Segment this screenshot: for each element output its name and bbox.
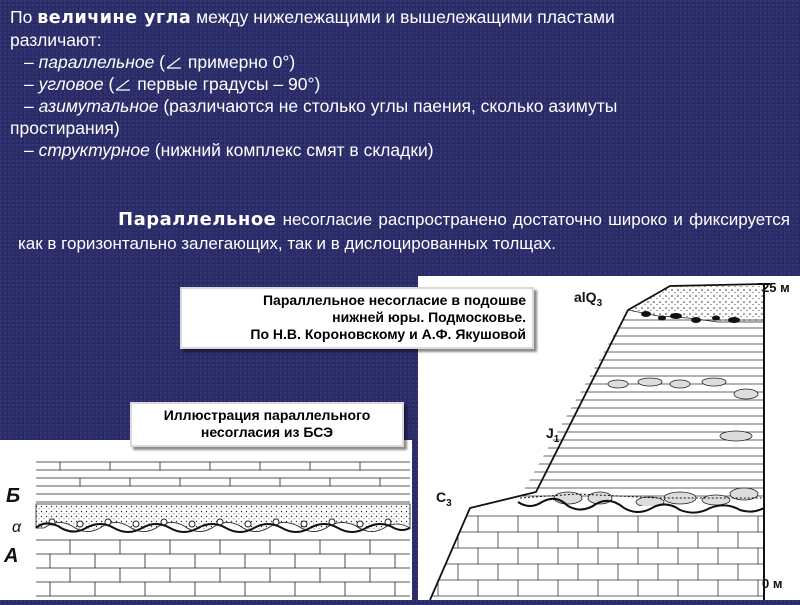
caption-left: Иллюстрация параллельного несогласия из БСЭ [130,402,404,447]
item-parallel: – параллельное ( примерно 0°) [24,52,296,72]
label-c3: $C_3$ [436,489,452,509]
intro-line [10,6,790,29]
label-b: Б [6,485,21,507]
item-term: азимутальное [38,96,159,116]
caption-right: Параллельное несогласие в подошве нижней юры. Подмосковье. По Н.В. Короновскому и А.Ф. Якушовой [180,287,534,349]
item-structural: – структурное (нижний комплекс смят в складки) [24,140,434,160]
item-term: угловое [38,74,104,94]
layer-a [36,540,410,596]
intro-term: величине угла [37,8,192,28]
intro-rest: между нижележащими и вышележащими пластами [196,7,615,27]
item-azimuthal: – азимутальное (различаются не столько углы паения, сколько азимуты [24,96,618,116]
label-alpha: α [12,519,22,536]
intro-text [10,6,790,161]
angle-icon [166,57,182,69]
scale-top-label: 25 м [762,280,790,295]
layer-b [36,462,410,502]
bse-section [0,440,412,600]
label-alq3: alQ$_3$ [574,289,603,309]
scale-bottom-label: 0 м [762,576,783,591]
parallel-paragraph [18,208,790,256]
item-azimuthal-cont: простирания) [10,118,120,138]
angle-icon [115,79,131,91]
item-term: структурное [38,140,150,160]
paragraph-text: несогласие распространено достаточно широко и фиксируется как в горизонтально залегающих, так и в дислоцированных толщах. [18,210,790,253]
intro-line2: различают: [10,30,102,50]
item-term: параллельное [38,52,155,72]
bse-figure [0,440,412,600]
label-a: А [4,545,19,567]
paragraph-term: Параллельное [118,209,277,230]
intro-prefix: По [10,7,33,27]
item-angular: – угловое ( первые градусы – 90°) [24,74,321,94]
label-j1: $J_1$ [546,425,560,445]
